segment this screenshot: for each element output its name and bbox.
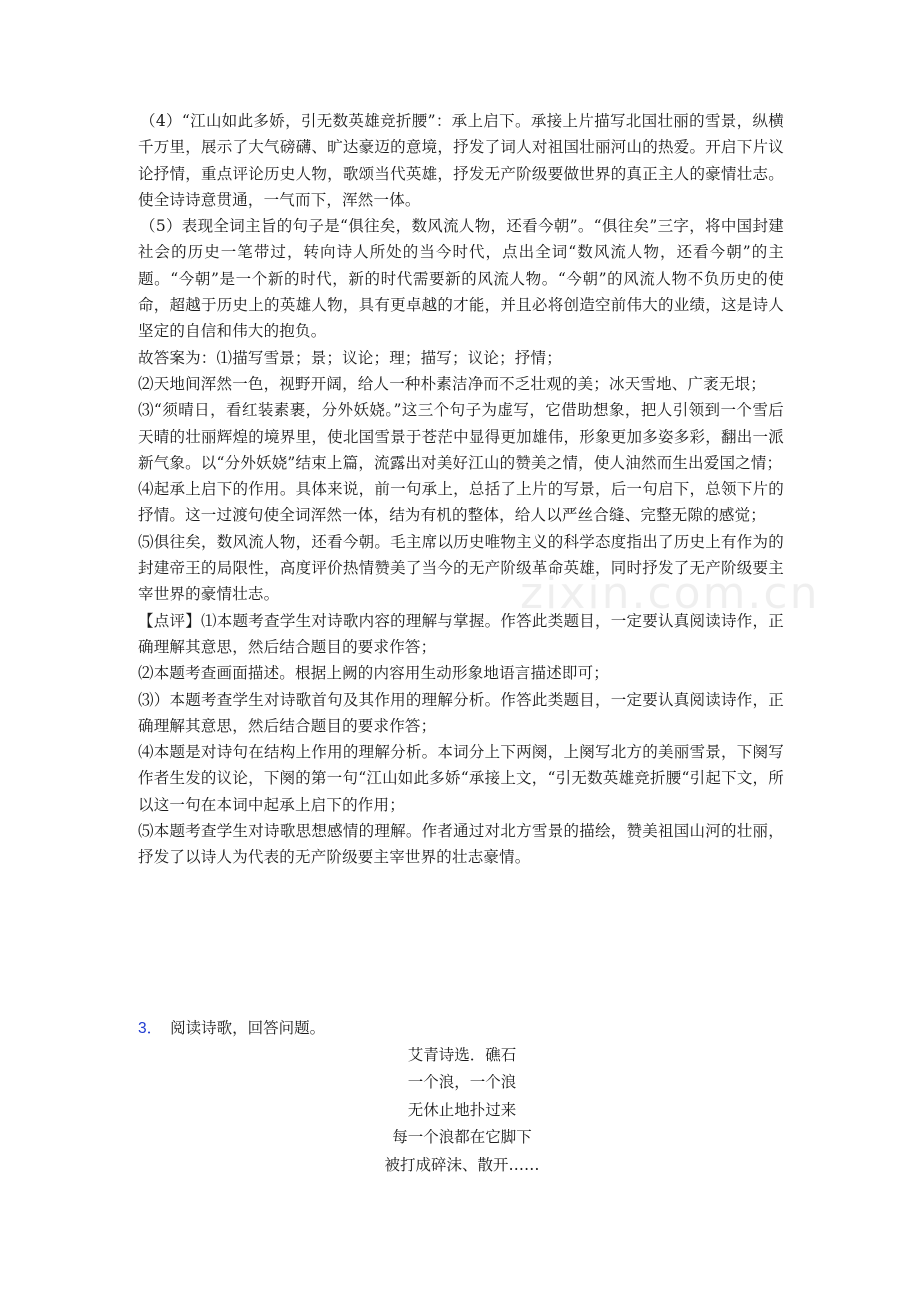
answer-5: ⑸俱往矣，数风流人物，还看今朝。毛主席以历史唯物主义的科学态度指出了历史上有作为的封建帝王的局限性，高度评价热情赞美了当今的无产阶级革命英雄，同时抒发了无产阶级要主宰世界的豪情壮志。	[138, 532, 784, 604]
answer-explanation	[138, 108, 784, 871]
comment-5: ⑸本题考查学生对诗歌思想感情的理解。作者通过对北方雪景的描绘，赞美祖国山河的壮丽，抒发了以诗人为代表的无产阶级要主宰世界的壮志豪情。	[138, 822, 784, 867]
comment-2: ⑵本题考查画面描述。根据上阙的内容用生动形象地语言描述即可；	[138, 664, 610, 683]
comment-4: ⑷本题是对诗句在结构上作用的理解分析。本词分上下两阕，上阕写北方的美丽雪景，下阕写作者生发的议论，下阕的第一句“江山如此多娇“承接上文，“引无数英雄竞折腰“引起下文，所以这一句在本词中起承上启下的作用；	[138, 743, 784, 814]
poem-line: 被打成碎沫、散开……	[384, 1155, 540, 1174]
answer-summary: 故答案为：⑴描写雪景；景；议论；理；描写；议论；抒情；	[138, 348, 562, 367]
poem	[0, 1042, 920, 1179]
question-number: 3．	[138, 1020, 163, 1037]
poem-line: 一个浪，一个浪	[407, 1073, 517, 1092]
question-3	[138, 1015, 784, 1042]
poem-line: 每一个浪都在它脚下	[392, 1128, 532, 1147]
answer-2: ⑵天地间浑然一色，视野开阔，给人一种朴素洁净而不乏壮观的美；冰天雪地、广袤无垠；	[138, 374, 767, 393]
paragraph-5: （5）表现全词主旨的句子是“俱往矣，数风流人物，还看今朝”。“俱往矣”三字，将中国封建社会的历史一笔带过，转向诗人所处的当今时代，点出全词“数风流人物，还看今朝”的主题。“今朝”是一个新的时代，新的时代需要新的风流人物。“今朝”的风流人物不负历史的使命，超越于历史上的英雄人物，具有更卓越的才能，并且必将创造空前伟大的业绩，这是诗人坚定的自信和伟大的抱负。	[138, 217, 784, 341]
answer-4: ⑷起承上启下的作用。具体来说，前一句承上，总括了上片的写景，后一句启下，总领下片的抒情。这一过渡句使全词浑然一体，结为有机的整体，给人以严丝合缝、完整无隙的感觉；	[138, 480, 784, 525]
question-prompt: 阅读诗歌，回答问题。	[170, 1019, 326, 1037]
poem-title: 艾青诗选．礁石	[407, 1046, 517, 1064]
comment-3: ⑶）本题考查学生对诗歌首句及其作用的理解分析。作答此类题目，一定要认真阅读诗作，正确理解其意思，然后结合题目的要求作答；	[138, 690, 784, 735]
comment-1: 【点评】⑴本题考查学生对诗歌内容的理解与掌握。作答此类题目，一定要认真阅读诗作，正确理解其意思，然后结合题目的要求作答；	[138, 611, 784, 656]
paragraph-4: （4）“江山如此多娇，引无数英雄竞折腰”：承上启下。承接上片描写北国壮丽的雪景，纵横千万里，展示了大气磅礴、旷达豪迈的意境，抒发了词人对祖国壮丽河山的热爱。开启下片议论抒情，重点评论历史人物，歌颂当代英雄，抒发无产阶级要做世界的真正主人的豪情壮志。使全诗诗意贯通，一气而下，浑然一体。	[138, 112, 784, 209]
watermark: zixin.com.cn	[520, 568, 820, 619]
poem-line: 无休止地扑过来	[407, 1100, 517, 1119]
answer-3: ⑶“须晴日，看红装素裹，分外妖娆。”这三个句子为虚写，它借助想象，把人引领到一个雪后天晴的壮丽辉煌的境界里，使北国雪景于苍茫中显得更加雄伟，形象更加多姿多彩，翻出一派新气象。以“分外妖娆”结束上篇，流露出对美好江山的赞美之情，使人油然而生出爱国之情；	[138, 401, 784, 472]
